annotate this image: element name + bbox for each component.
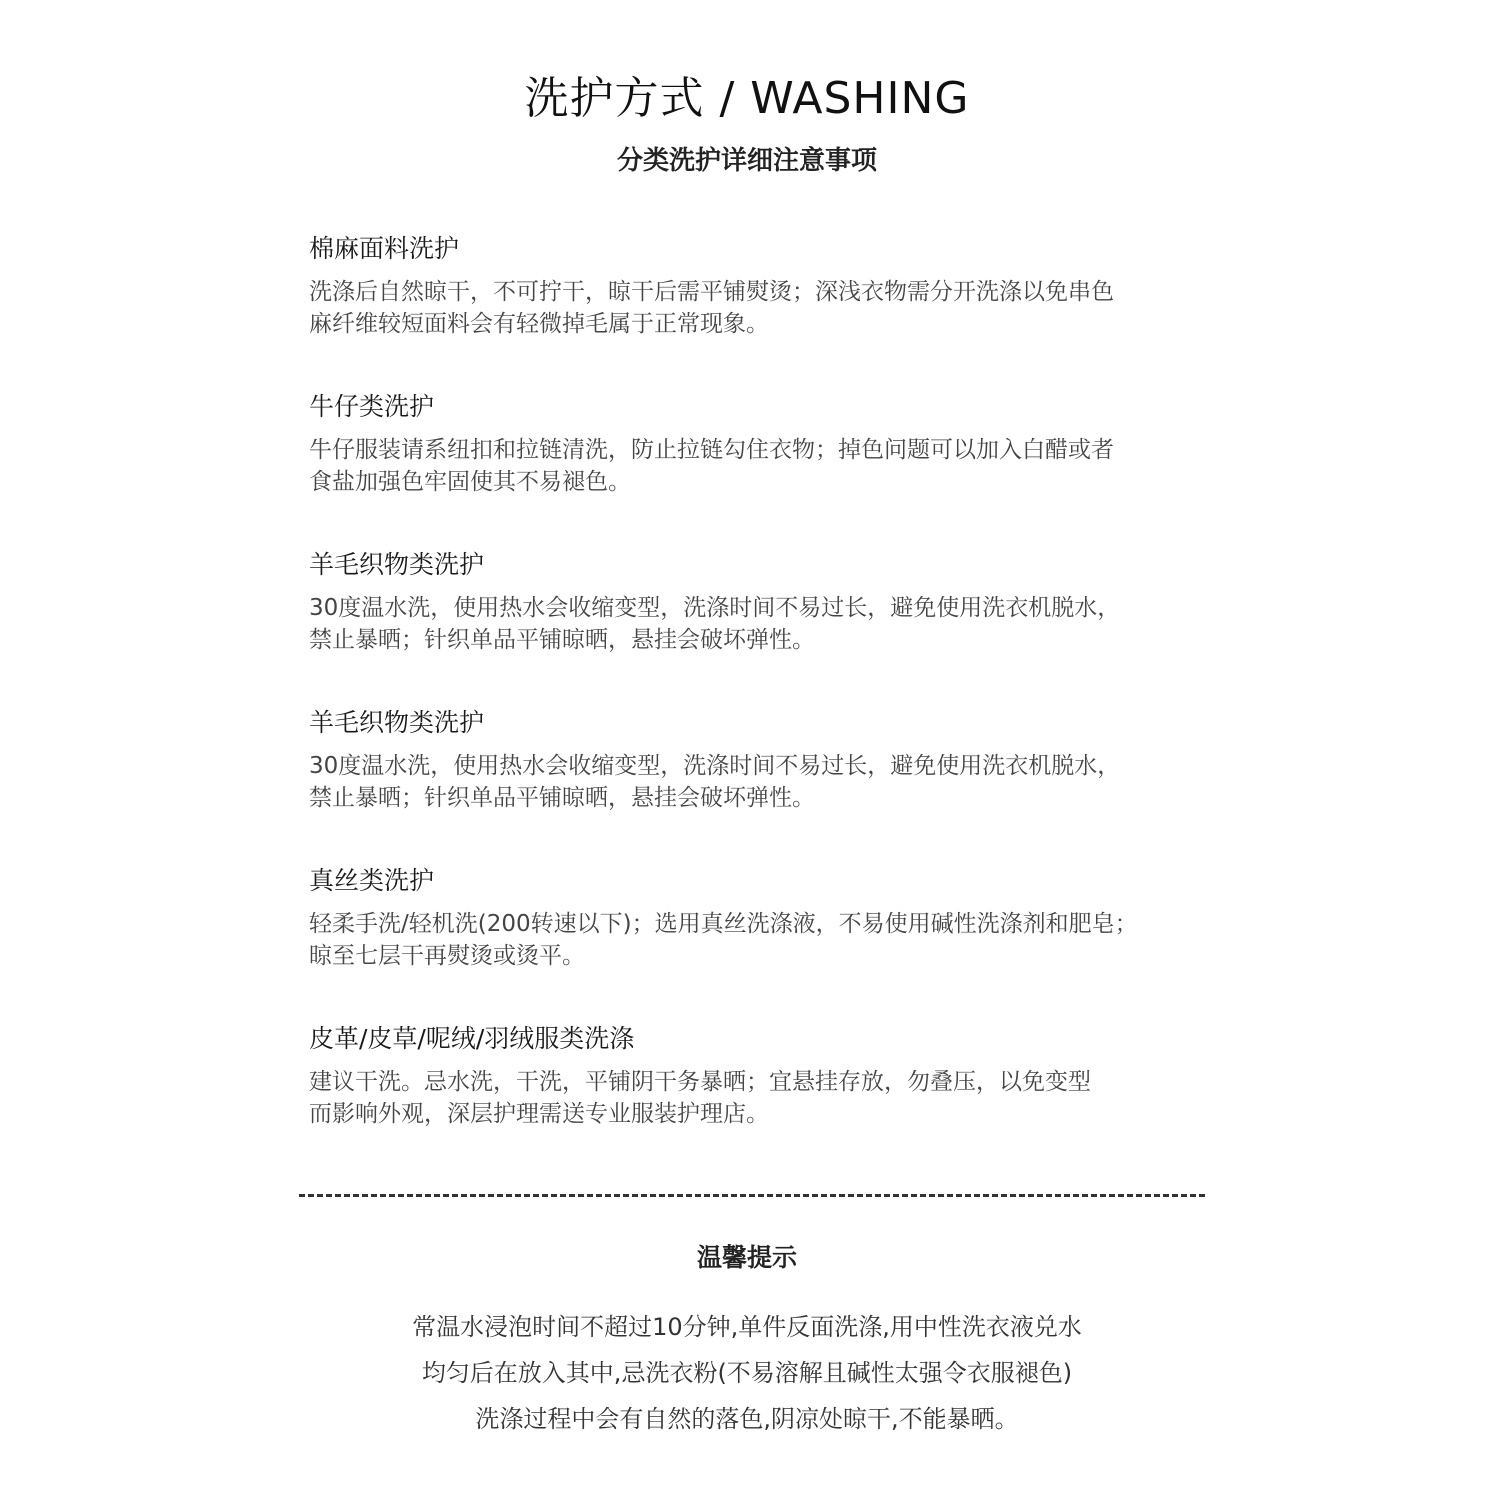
tips-heading: 温馨提示 [696,1243,797,1272]
section-heading: 羊毛织物类洗护 [309,550,485,579]
section-body: 洗涤后自然晾干，不可拧干，晾干后需平铺熨烫；深浅衣物需分开洗涤以免串色 麻纤维较短面料会有轻微掉毛属于正常现象。 [309,279,1114,337]
section-body: 轻柔手洗/轻机洗(200转速以下)；选用真丝洗涤液，不易使用碱性洗涤剂和肥皂； 晾至七层干再熨烫或烫平。 [309,911,1138,969]
section-heading: 皮革/皮草/呢绒/羽绒服类洗涤 [309,1024,635,1053]
section-heading: 牛仔类洗护 [309,392,435,421]
care-section-silk [309,862,1229,1020]
section-body: 建议干洗。忌水洗，干洗，平铺阴干务暴晒；宜悬挂存放，勿叠压，以免变型 而影响外观，深层护理需送专业服装护理店。 [309,1069,1091,1127]
care-section-wool-repeat [309,704,1229,862]
care-section-denim [309,388,1229,546]
tips-line: 常温水浸泡时间不超过10分钟,单件反面洗涤,用中性洗衣液兑水 [412,1313,1082,1341]
page-subtitle: 分类洗护详细注意事项 [616,146,877,176]
section-body: 30度温水洗，使用热水会收缩变型，洗涤时间不易过长，避免使用洗衣机脱水， 禁止暴晒；针织单品平铺晾晒，悬挂会破坏弹性。 [309,753,1121,811]
section-heading: 真丝类洗护 [309,866,435,895]
care-sections [309,230,1229,1178]
tips-line: 均匀后在放入其中,忌洗衣粉(不易溶解且碱性太强令衣服褪色) [421,1359,1073,1387]
section-heading: 棉麻面料洗护 [309,234,460,263]
section-heading: 羊毛织物类洗护 [309,708,485,737]
care-section-leather-fur-down [309,1020,1229,1178]
page-title: 洗护方式 / WASHING [524,73,970,124]
section-body: 30度温水洗，使用热水会收缩变型，洗涤时间不易过长，避免使用洗衣机脱水， 禁止暴晒；针织单品平铺晾晒，悬挂会破坏弹性。 [309,595,1121,653]
dashed-divider [299,1194,1205,1197]
section-body: 牛仔服装请系纽扣和拉链清洗，防止拉链勾住衣物；掉色问题可以加入白醋或者 食盐加强色牢固使其不易褪色。 [309,437,1114,495]
tips-line: 洗涤过程中会有自然的落色,阴凉处晾干,不能暴晒。 [475,1405,1019,1433]
care-section-cotton-linen [309,230,1229,388]
tips-body [0,1304,1494,1442]
care-section-wool [309,546,1229,704]
